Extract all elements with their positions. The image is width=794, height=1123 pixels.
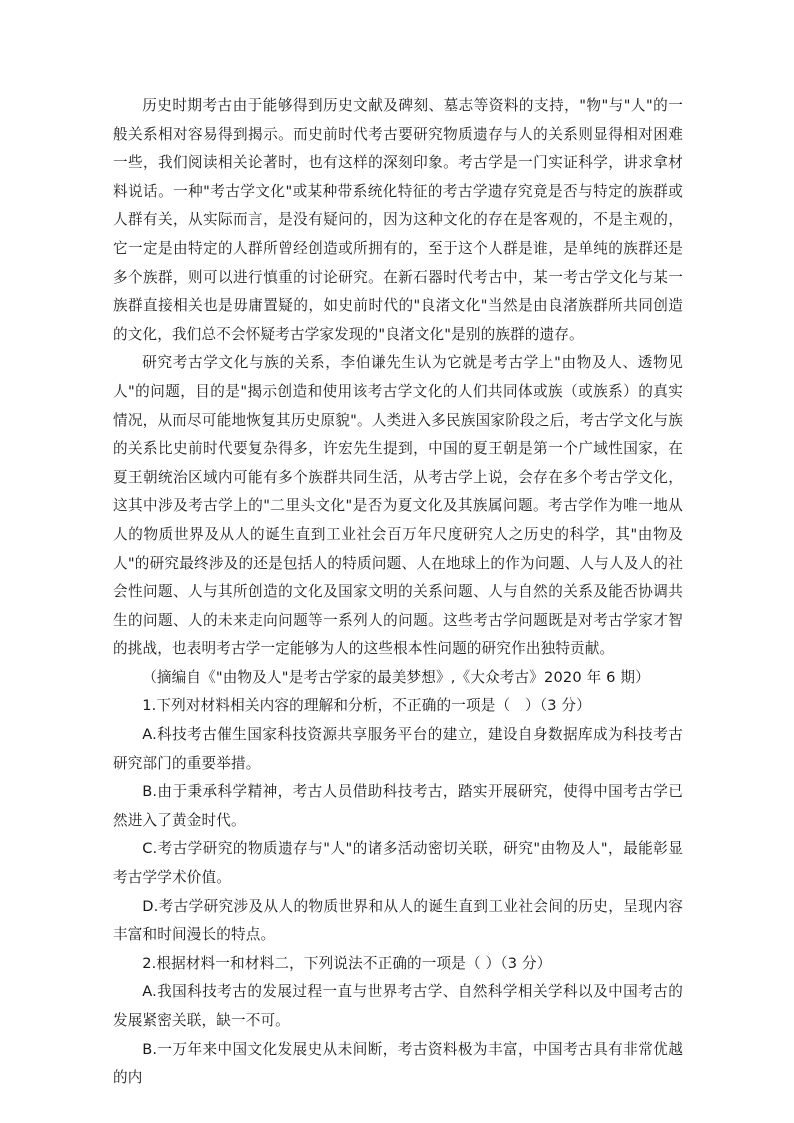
question-1-option-b: B.由于秉承科学精神，考古人员借助科技考古，踏实开展研究，使得中国考古学已然进入了黄金时代。 (113, 783, 683, 829)
passage-paragraph-2: 研究考古学文化与族的关系，李伯谦先生认为它就是考古学上"由物及人、透物见人"的问题，目的是"揭示创造和使用该考古学文化的人们共同体或族（或族系）的真实情况，从而尽可能地恢复其历史原貌"。人类进入多民族国家阶段之后，考古学文化与族的关系比史前时代要复杂得多，许宏先生提到，中国的夏王朝是第一个广域性国家，在夏王朝统治区域内可能有多个族群共同生活，从考古学上说，会存在多个考古学文化，这其中涉及考古学上的"二里头文化"是否为夏文化及其族属问题。考古学作为唯一地从人的物质世界及从人的诞生直到工业社会百万年尺度研究人之历史的科学，其"由物及人"的研究最终涉及的还是包括人的特质问题、人在地球上的作为问题、人与人及人的社会性问题、人与其所创造的文化及国家文明的关系问题、人与自然的关系及能否协调共生的问题、人的未来走向问题等一系列人的问题。这些考古学问题既是对考古学家才智的挑战，也表明考古学一定能够为人的这些根本性问题的研究作出独特贡献。 (113, 354, 683, 658)
document-body (113, 92, 683, 1093)
question-1-option-d: D.考古学研究涉及从人的物质世界和从人的诞生直到工业社会间的历史，呈现内容丰富和时间漫长的特点。 (113, 897, 683, 944)
question-1-stem: 1.下列对材料相关内容的理解和分析，不正确的一项是（ ）（3 分） (142, 697, 591, 715)
question-2-stem: 2.根据材料一和材料二，下列说法不正确的一项是（ ）（3 分） (142, 954, 552, 972)
question-2-option-b: B.一万年来中国文化发展史从未间断，考古资料极为丰富，中国考古具有非常优越的内 (113, 1040, 683, 1087)
question-2-option-a: A.我国科技考古的发展过程一直与世界考古学、自然科学相关学科以及中国考古的发展紧密关联，缺一不可。 (113, 983, 683, 1029)
passage-paragraph-1: 历史时期考古由于能够得到历史文献及碑刻、墓志等资料的支持，"物"与"人"的一般关系相对容易得到揭示。而史前时代考古要研究物质遗存与人的关系则显得相对困难一些，我们阅读相关论著时，也有这样的深刻印象。考古学是一门实证科学，讲求拿材料说话。一种"考古学文化"或某种带系统化特征的考古学遗存究竟是否与特定的族群或人群有关，从实际而言，是没有疑问的，因为这种文化的存在是客观的，不是主观的，它一定是由特定的人群所曾经创造或所拥有的，至于这个人群是谁，是单纯的族群还是多个族群，则可以进行慎重的讨论研究。在新石器时代考古中，某一考古学文化与某一族群直接相关也是毋庸置疑的，如史前时代的"良渚文化"当然是由良渚族群所共同创造的文化，我们总不会怀疑考古学家发现的"良渚文化"是别的族群的遗存。 (113, 97, 683, 343)
question-1-option-c: C.考古学研究的物质遗存与"人"的诸多活动密切关联，研究"由物及人"，最能彰显考古学学术价值。 (113, 840, 683, 887)
question-1-option-a: A.科技考古催生国家科技资源共享服务平台的建立，建设自身数据库成为科技考古研究部门的重要举措。 (113, 726, 683, 772)
passage-source-citation: （摘编自《"由物及人"是考古学家的最美梦想》,《大众考古》2020 年 6 期） (142, 668, 650, 686)
